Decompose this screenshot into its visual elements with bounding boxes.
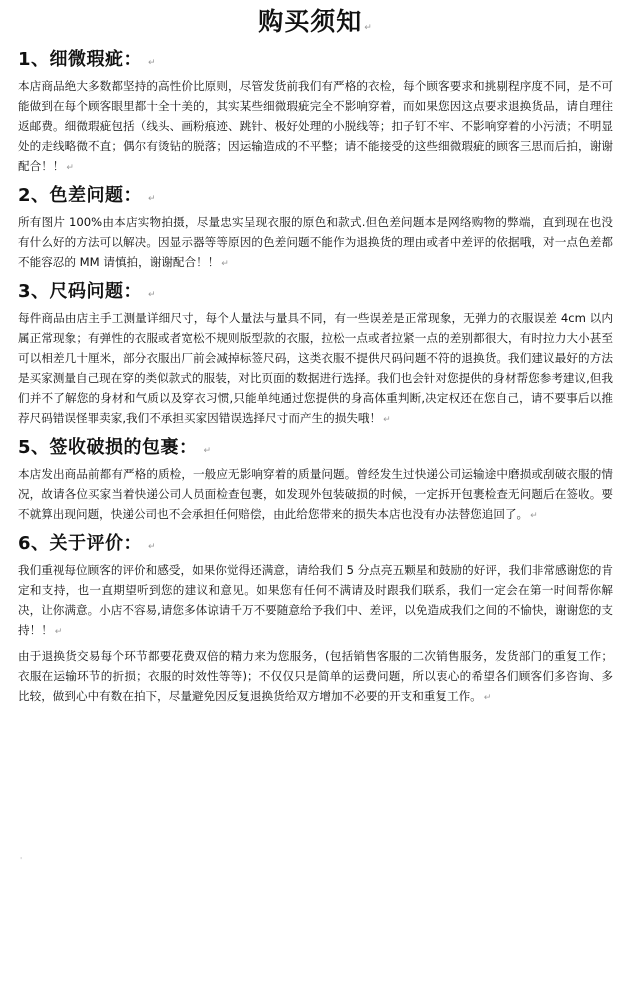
paragraph-mark-icon: ↵ <box>383 415 391 425</box>
section-heading: 2、色差问题： ↵ <box>18 185 157 206</box>
section-paragraph: 由于退换货交易每个环节都要花费双倍的精力来为您服务，(包括销售客服的二次销售服务，发货部门的重复工作；衣服在运输环节的折损；衣服的时效性等等)；不仅仅只是简单的运费问题，所以衷心的希望各们顾客们多咨询、多比较，做到心中有数在拍下，尽量避免因反复退换货给双方增加不必要的开支和重复工作。 ↵ <box>18 649 613 703</box>
paragraph-mark-icon: ↵ <box>148 290 157 300</box>
section-paragraph: 所有图片 100%由本店实物拍摄，尽量忠实呈现衣服的原色和款式.但色差问题本是网络购物的弊端，直到现在也没有什么好的方法可以解决。因显示器等等原因的色差问题不能作为退换货的理由或者中差评的依据哦，对一点色差都不能容忍的 MM 请慎拍，谢谢配合！！ ↵ <box>18 215 613 269</box>
section-6 <box>18 530 613 708</box>
section-1 <box>18 46 613 178</box>
section-5 <box>18 434 613 526</box>
end-mark: ' <box>20 856 23 865</box>
paragraph-mark-icon: ↵ <box>148 58 157 68</box>
page-title: 购买须知 ↵ <box>258 7 373 36</box>
paragraph-mark-icon: ↵ <box>364 23 373 33</box>
section-heading: 5、签收破损的包裹： ↵ <box>18 437 212 458</box>
section-2 <box>18 182 613 274</box>
paragraph-mark-icon: ↵ <box>203 446 212 456</box>
section-paragraph: 本店发出商品前都有严格的质检，一般应无影响穿着的质量问题。曾经发生过快递公司运输途中磨损或刮破衣服的情况，故请各位买家当着快递公司人员面检查包裹，如发现外包装破损的时候，一定拆开包裹检查无问题后在签收。要不就算出现问题，快递公司也不会承担任何赔偿，由此给您带来的损失本店也没有办法替您追回了。 ↵ <box>18 467 613 521</box>
section-paragraph: 每件商品由店主手工测量详细尺寸，每个人量法与量具不同，有一些误差是正常现象，无弹力的衣服误差 4cm 以内属正常现象；有弹性的衣服或者宽松不规则版型款的衣服，拉松一点或者拉紧一点的差别都很大，有时拉力大小甚至可以相差几十厘米，部分衣服出厂前会减掉标签尺码，这类衣服不提供尺码问题不符的退换货。我们建议最好的方法是买家测量自己现在穿的类似款式的服装，对比页面的数据进行选择。我们也会针对您提供的身材帮您参考建议,但我们并不了解您的身材和气质以及穿衣习惯,只能单纯通过您提供的身高体重判断,决定权还在您自己，请不要事后以推荐尺码错误怪罪卖家,我们不承担买家因错误选择尺寸而产生的损失哦！ ↵ <box>18 311 613 425</box>
paragraph-mark-icon: ↵ <box>483 693 492 703</box>
paragraph-mark-icon: ↵ <box>66 163 74 173</box>
section-heading: 1、细微瑕疵： ↵ <box>18 49 157 70</box>
paragraph-mark-icon: ↵ <box>530 511 538 521</box>
section-3 <box>18 278 613 430</box>
section-heading: 6、关于评价： ↵ <box>18 533 157 554</box>
section-heading: 3、尺码问题： ↵ <box>18 281 157 302</box>
paragraph-mark-icon: ↵ <box>221 259 229 269</box>
section-paragraph: 本店商品绝大多数都坚持的高性价比原则，尽管发货前我们有严格的衣检，每个顾客要求和挑剔程序度不同，是不可能做到在每个顾客眼里都十全十美的，其实某些细微瑕疵完全不影响穿着，而如果您因这点要求退换货品，请自理往返邮费。细微瑕疵包括（线头、画粉痕迹、跳针、极好处理的小脱线等；扣子钉不牢、不影响穿着的小污渍；不明显处的走线略微不直；偶尔有烫钻的脱落；因运输造成的不平整；请不能接受的这些细微瑕疵的顾客三思而后拍，谢谢配合！！ ↵ <box>18 79 613 173</box>
paragraph-mark-icon: ↵ <box>54 627 63 637</box>
section-paragraph: 我们重视每位顾客的评价和感受，如果你觉得还满意，请给我们 5 分点亮五颗星和鼓励的好评，我们非常感谢您的肯定和支持，也一直期望听到您的建议和意见。如果您有任何不满请及时跟我们联系，我们一定会在第一时间帮你解决，让你满意。小店不容易,请您多体谅请千万不要随意给予我们中、差评，以免造成我们之间的不愉快，谢谢您的支持！！ ↵ <box>18 563 613 637</box>
paragraph-mark-icon: ↵ <box>148 194 157 204</box>
paragraph-mark-icon: ↵ <box>148 542 157 552</box>
